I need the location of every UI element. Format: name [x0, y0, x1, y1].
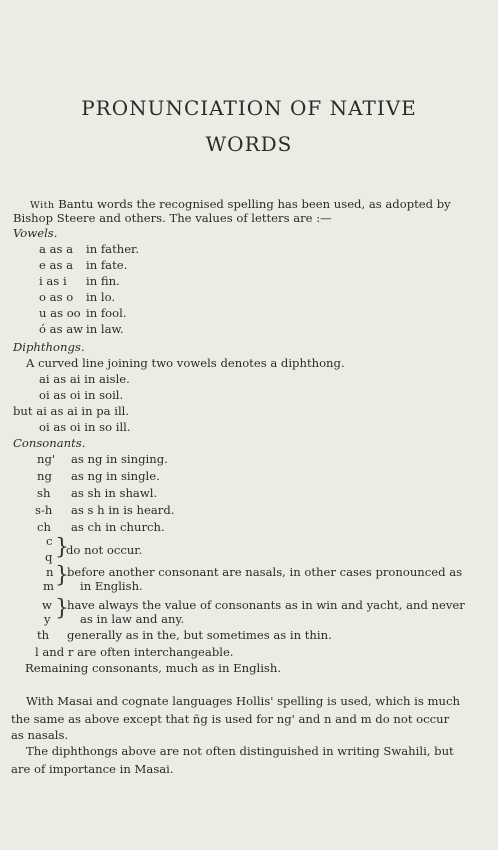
consonant-th: th	[37, 628, 50, 642]
consonant-q: q	[45, 550, 53, 564]
diphthongs-description: A curved line joining two vowels denotes a diphthong.	[26, 356, 345, 370]
vowels-heading: Vowels.	[13, 226, 58, 240]
page-title-line-1: PRONUNCIATION OF NATIVE	[81, 96, 417, 120]
consonant-y: y	[44, 612, 51, 626]
wy-line-1: have always the value of consonants as in win and yacht, and never	[67, 598, 465, 612]
consonant-left: s-h	[35, 503, 53, 517]
intro-line-2: Bishop Steere and others. The values of letters are :—	[13, 211, 332, 225]
brace-glyph: }	[55, 535, 69, 560]
vowel-right: in fool.	[86, 306, 127, 320]
masai-paragraph-1-line-1: With Masai and cognate languages Hollis' spelling is used, which is much	[26, 694, 460, 708]
masai-paragraph-2-line-1: The diphthongs above are not often distinguished in writing Swahili, but	[26, 744, 454, 758]
vowel-left: i as i	[39, 274, 67, 288]
consonant-right: as ch in church.	[71, 520, 165, 534]
vowel-right: in fate.	[86, 258, 128, 272]
page-title-line-2: WORDS	[205, 132, 293, 156]
consonant-left: ng	[37, 469, 52, 483]
consonant-n: n	[46, 565, 54, 579]
brace-glyph: }	[55, 596, 69, 621]
vowel-left: a as a	[39, 242, 74, 256]
vowel-left: ó as aw	[39, 322, 84, 336]
intro-line-1-rest: Bantu words the recognised spelling has been used, as adopted by	[54, 197, 451, 211]
consonant-left: ch	[37, 520, 51, 534]
vowel-right: in father.	[86, 242, 140, 256]
consonant-c: c	[46, 534, 53, 548]
diphthongs-heading: Diphthongs.	[13, 340, 85, 354]
consonant-left: ng'	[37, 452, 56, 466]
consonant-left: sh	[37, 486, 51, 500]
diphthong-line-1: ai as ai in aisle.	[39, 372, 130, 386]
vowel-left: u as oo	[39, 306, 81, 320]
vowel-left: e as a	[39, 258, 74, 272]
masai-paragraph-1-line-2: the same as above except that ñg is used for ng' and n and m do not occur	[11, 712, 450, 726]
wy-line-2: as in law and any.	[80, 612, 185, 626]
nm-line-2: in English.	[80, 579, 143, 593]
vowel-right: in lo.	[86, 290, 116, 304]
diphthong-line-2: oi as oi in soil.	[39, 388, 124, 402]
masai-paragraph-2-line-2: are of importance in Masai.	[11, 762, 174, 776]
l-and-r-line: l and r are often interchangeable.	[35, 645, 234, 659]
brace-glyph: }	[55, 563, 69, 588]
consonant-m: m	[43, 579, 54, 593]
consonant-right: as ng in singing.	[71, 452, 168, 466]
diphthong-line-4: oi as oi in so ill.	[39, 420, 131, 434]
diphthong-line-3: but ai as ai in pa ill.	[13, 404, 130, 418]
consonants-heading: Consonants.	[13, 436, 86, 450]
cq-text: do not occur.	[66, 543, 143, 557]
consonant-w: w	[42, 598, 52, 612]
intro-dropcap-word: With	[30, 200, 55, 211]
consonant-right: as ng in single.	[71, 469, 160, 483]
masai-paragraph-1-line-3: as nasals.	[11, 728, 69, 742]
consonant-right: as s h in is heard.	[71, 503, 175, 517]
vowel-left: o as o	[39, 290, 74, 304]
vowel-right: in fin.	[86, 274, 120, 288]
th-text: generally as in the, but sometimes as in thin.	[67, 628, 332, 642]
remaining-consonants-line: Remaining consonants, much as in English.	[25, 661, 282, 675]
consonant-right: as sh in shawl.	[71, 486, 158, 500]
vowel-right: in law.	[86, 322, 124, 336]
nm-line-1: before another consonant are nasals, in other cases pronounced as	[67, 565, 463, 579]
